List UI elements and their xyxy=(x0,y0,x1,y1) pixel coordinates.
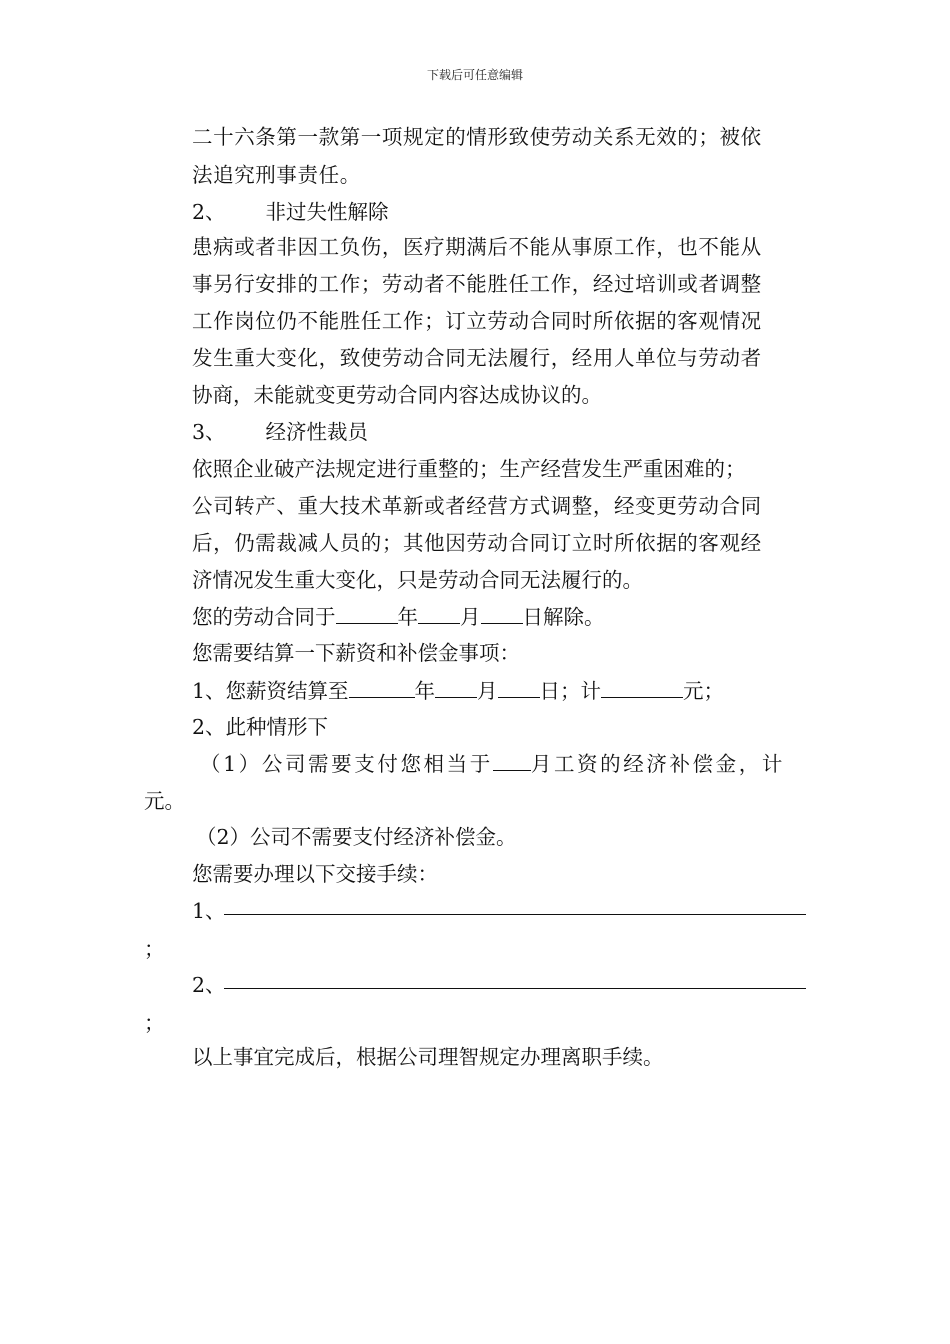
text-line: 事另行安排的工作；劳动者不能胜任工作，经过培训或者调整 xyxy=(192,272,762,296)
year-blank xyxy=(336,603,398,624)
amount-blank xyxy=(601,677,683,698)
months-blank xyxy=(493,750,531,771)
label: 月工资的经济补偿金，计 xyxy=(530,752,785,776)
text-line: 您需要办理以下交接手续： xyxy=(192,862,438,886)
label: 元； xyxy=(683,679,725,703)
month-blank xyxy=(418,603,460,624)
label: 月 xyxy=(477,679,498,703)
text-line: 二十六条第一款第一项规定的情形致使劳动关系无效的；被依 xyxy=(192,125,762,149)
text-line: 发生重大变化，致使劳动合同无法履行，经用人单位与劳动者 xyxy=(192,346,762,370)
section-number: 3、 xyxy=(192,420,226,444)
handover-item-number: 2、 xyxy=(192,973,226,997)
text-line: 法追究刑事责任。 xyxy=(192,163,361,187)
contract-end-date-line xyxy=(192,603,605,630)
text-line: 公司转产、重大技术革新或者经营方式调整，经变更劳动合同 xyxy=(192,494,762,518)
label: （1）公司需要支付您相当于 xyxy=(200,752,493,776)
handover-item-blank xyxy=(224,914,806,915)
label: 日；计 xyxy=(539,679,602,703)
label: 日解除。 xyxy=(522,605,605,629)
item-end-mark: ； xyxy=(144,1011,165,1035)
handover-item-number: 1、 xyxy=(192,899,226,923)
label: 月 xyxy=(460,605,481,629)
handover-item-blank xyxy=(224,988,806,989)
text-line: 患病或者非因工负伤，医疗期满后不能从事原工作，也不能从 xyxy=(192,235,762,259)
text-line: 2、此种情形下 xyxy=(192,715,329,739)
salary-settlement-line xyxy=(192,677,724,704)
label: 年 xyxy=(414,679,436,703)
compensation-line xyxy=(200,750,785,777)
section-heading-3 xyxy=(192,419,368,445)
text-line: 济情况发生重大变化，只是劳动合同无法履行的。 xyxy=(192,568,643,592)
section-number: 2、 xyxy=(192,200,226,224)
day-blank xyxy=(498,677,540,698)
day-blank xyxy=(481,603,523,624)
text-line: 依照企业破产法规定进行重整的；生产经营发生严重困难的； xyxy=(192,457,746,481)
section-heading-2 xyxy=(192,199,389,225)
page-header: 下载后可任意编辑 xyxy=(426,68,523,82)
text-line: 您需要结算一下薪资和补偿金事项： xyxy=(192,641,520,665)
section-title: 非过失性解除 xyxy=(265,200,389,224)
label: 年 xyxy=(397,605,418,629)
year-blank xyxy=(349,677,415,698)
text-line: 后，仍需裁减人员的；其他因劳动合同订立时所依据的客观经 xyxy=(192,531,762,555)
label: 您的劳动合同于 xyxy=(192,605,336,629)
text-line: 工作岗位仍不能胜任工作；订立劳动合同时所依据的客观情况 xyxy=(192,309,762,333)
text-line: 以上事宜完成后，根据公司理智规定办理离职手续。 xyxy=(192,1045,664,1069)
label: 1、您薪资结算至 xyxy=(192,679,349,703)
section-title: 经济性裁员 xyxy=(265,420,369,444)
text-line: （2）公司不需要支付经济补偿金。 xyxy=(196,825,517,849)
item-end-mark: ； xyxy=(144,937,165,961)
month-blank xyxy=(435,677,477,698)
text-line: 协商，未能就变更劳动合同内容达成协议的。 xyxy=(192,383,602,407)
text-line: 元。 xyxy=(144,789,185,813)
